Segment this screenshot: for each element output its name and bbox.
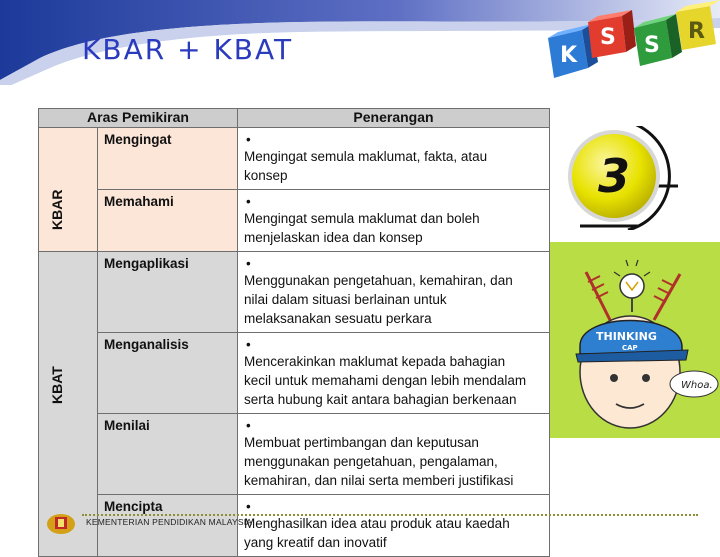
footer-divider: [82, 514, 698, 516]
speech-bubble-text: Whoa.: [681, 380, 713, 391]
bullet-point: •: [246, 499, 251, 514]
group-label-kbat: KBAT: [49, 366, 65, 404]
cube-s1: [588, 10, 636, 58]
table-header-row: [39, 109, 550, 128]
footer-ministry-name: KEMENTERIAN PENDIDIKAN MALAYSIA: [86, 517, 253, 527]
header-aras-pemikiran: Aras Pemikiran: [39, 109, 238, 128]
bullet-point: •: [246, 337, 251, 352]
description-cell: [238, 128, 550, 190]
level-menganalisis: Menganalisis: [98, 333, 238, 414]
group-kbar: [39, 128, 98, 252]
thinking-cap-drawing: [550, 242, 720, 438]
svg-text:R: R: [688, 19, 705, 44]
level-memahami: Memahami: [98, 190, 238, 252]
description-menilai: Membuat pertimbangan dan keputusan menggunakan pengetahuan, pengalaman, kemahiran, dan nilai serta memberi justifikasi: [244, 435, 514, 488]
number-badge: [566, 126, 678, 230]
slide-title: KBAR + KBAT: [82, 33, 294, 66]
cap-sublabel: CAP: [622, 344, 638, 352]
thinking-cap-illustration: [550, 242, 720, 438]
thinking-levels-table: [38, 108, 550, 557]
bullet-point: •: [246, 132, 251, 147]
level-mencipta: Mencipta: [98, 495, 238, 557]
level-menilai: Menilai: [98, 414, 238, 495]
description-mengingat: Mengingat semula maklumat, fakta, atau konsep: [244, 149, 488, 183]
header-penerangan: Penerangan: [238, 109, 550, 128]
table-row: [39, 414, 550, 495]
group-label-kbar: KBAR: [49, 189, 65, 230]
ministry-crest-icon: [45, 510, 77, 536]
bullet-point: •: [246, 418, 251, 433]
bullet-point: •: [246, 256, 251, 271]
cap-label: THINKING: [596, 330, 657, 343]
level-mengaplikasi: Mengaplikasi: [98, 252, 238, 333]
table-row: [39, 128, 550, 190]
table-row: [39, 333, 550, 414]
svg-text:K: K: [560, 43, 578, 68]
bullet-point: •: [246, 194, 251, 209]
description-cell: [238, 190, 550, 252]
description-memahami: Mengingat semula maklumat dan boleh menjelaskan idea dan konsep: [244, 211, 480, 245]
description-mencipta: Menghasilkan idea atau produk atau kaedah yang kreatif dan inovatif: [244, 516, 510, 550]
cube-s2: [634, 14, 682, 66]
level-mengingat: Mengingat: [98, 128, 238, 190]
description-cell: [238, 414, 550, 495]
description-mengaplikasi: Menggunakan pengetahuan, kemahiran, dan nilai dalam situasi berlainan untuk melaksanakan sesuatu perkara: [244, 273, 513, 326]
description-cell: [238, 252, 550, 333]
description-cell: [238, 495, 550, 557]
svg-text:S: S: [644, 33, 660, 58]
table-row: [39, 252, 550, 333]
description-cell: [238, 333, 550, 414]
table-row: [39, 190, 550, 252]
svg-text:S: S: [600, 25, 616, 50]
badge-number: 3: [597, 149, 631, 203]
kssr-cubes-logo: [540, 0, 720, 90]
description-menganalisis: Mencerakinkan maklumat kepada bahagian kecil untuk memahami dengan lebih mendalam serta hubung kait antara bahagian berkenaan: [244, 354, 527, 407]
cube-r: [676, 0, 720, 50]
